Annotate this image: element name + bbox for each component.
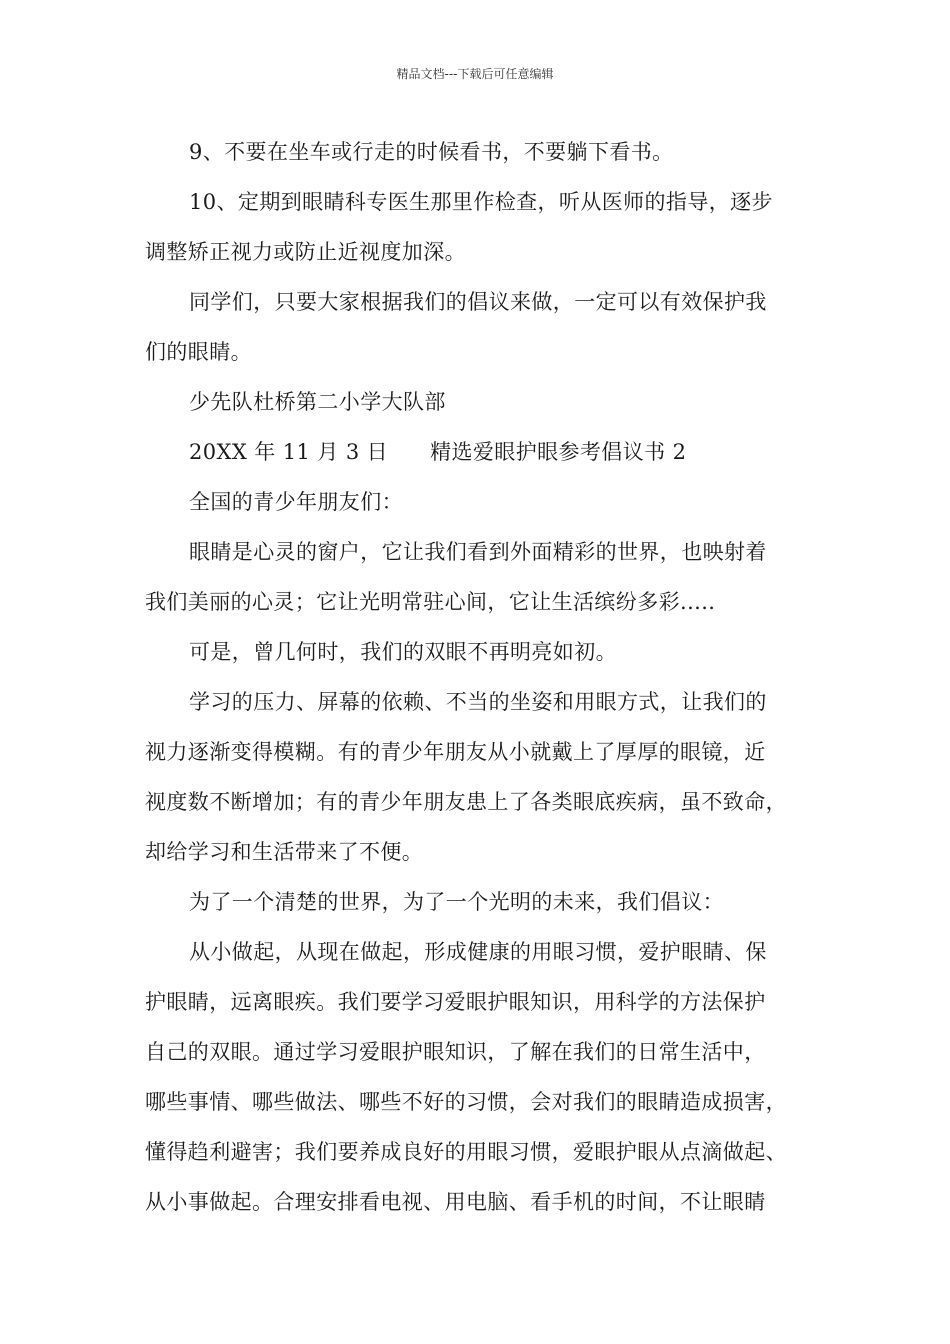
line-text: 护眼睛，远离眼疾。我们要学习爱眼护眼知识，用科学的方法保护 xyxy=(145,990,766,1014)
line-text: 哪些事情、哪些做法、哪些不好的习惯，会对我们的眼睛造成损害， xyxy=(145,1090,787,1114)
text-line xyxy=(145,1131,825,1181)
text-line xyxy=(145,1081,825,1131)
line-text: 懂得趋利避害；我们要养成良好的用眼习惯，爱眼护眼从点滴做起、 xyxy=(145,1140,787,1164)
line-text: 我们美丽的心灵；它让光明常驻心间，它让生活缤纷多彩..... xyxy=(145,590,716,614)
text-line xyxy=(145,531,825,581)
line-text: 调整矫正视力或防止近视度加深。 xyxy=(145,240,466,264)
line-text: 10、定期到眼睛科专医生那里作检查，听从医师的指导，逐步 xyxy=(189,190,773,214)
text-line xyxy=(145,131,825,181)
text-line xyxy=(145,831,825,881)
text-line xyxy=(145,981,825,1031)
text-line xyxy=(145,581,825,631)
document-body xyxy=(145,131,825,1231)
line-text: 同学们，只要大家根据我们的倡议来做，一定可以有效保护我 xyxy=(189,290,767,314)
text-line xyxy=(145,1181,825,1231)
section-title: 精选爱眼护眼参考倡议书 2 xyxy=(430,440,687,464)
line-text: 视力逐渐变得模糊。有的青少年朋友从小就戴上了厚厚的眼镜，近 xyxy=(145,740,766,764)
line-text: 自己的双眼。通过学习爱眼护眼知识，了解在我们的日常生活中， xyxy=(145,1040,766,1064)
line-text: 眼睛是心灵的窗户，它让我们看到外面精彩的世界，也映射着 xyxy=(189,540,767,564)
text-line xyxy=(145,281,825,331)
text-line xyxy=(145,631,825,681)
text-line xyxy=(145,731,825,781)
line-text: 们的眼睛。 xyxy=(145,340,252,364)
text-line xyxy=(145,881,825,931)
line-text: 从小做起，从现在做起，形成健康的用眼习惯，爱护眼睛、保 xyxy=(189,940,767,964)
signature-line xyxy=(145,381,825,431)
line-text: 可是，曾几何时，我们的双眼不再明亮如初。 xyxy=(189,640,617,664)
line-text: 为了一个清楚的世界，为了一个光明的未来，我们倡议： xyxy=(189,890,724,914)
text-line xyxy=(145,681,825,731)
salutation-line xyxy=(145,481,825,531)
text-line xyxy=(145,181,825,231)
signature-text: 少先队杜桥第二小学大队部 xyxy=(189,390,446,414)
date-title-line xyxy=(145,431,825,481)
page-header: 精品文档---下载后可任意编辑 xyxy=(396,67,554,81)
text-line xyxy=(145,781,825,831)
line-text: 学习的压力、屏幕的依赖、不当的坐姿和用眼方式，让我们的 xyxy=(189,690,767,714)
date-text: 20XX 年 11 月 3 日 xyxy=(189,440,389,464)
text-line xyxy=(145,1031,825,1081)
line-text: 从小事做起。合理安排看电视、用电脑、看手机的时间，不让眼睛 xyxy=(145,1190,766,1214)
line-text: 9、不要在坐车或行走的时候看书，不要躺下看书。 xyxy=(189,140,674,164)
text-line xyxy=(145,331,825,381)
line-text: 却给学习和生活带来了不便。 xyxy=(145,840,424,864)
salutation-text: 全国的青少年朋友们： xyxy=(189,490,403,514)
text-line xyxy=(145,231,825,281)
line-text: 视度数不断增加；有的青少年朋友患上了各类眼底疾病，虽不致命， xyxy=(145,790,787,814)
text-line xyxy=(145,931,825,981)
